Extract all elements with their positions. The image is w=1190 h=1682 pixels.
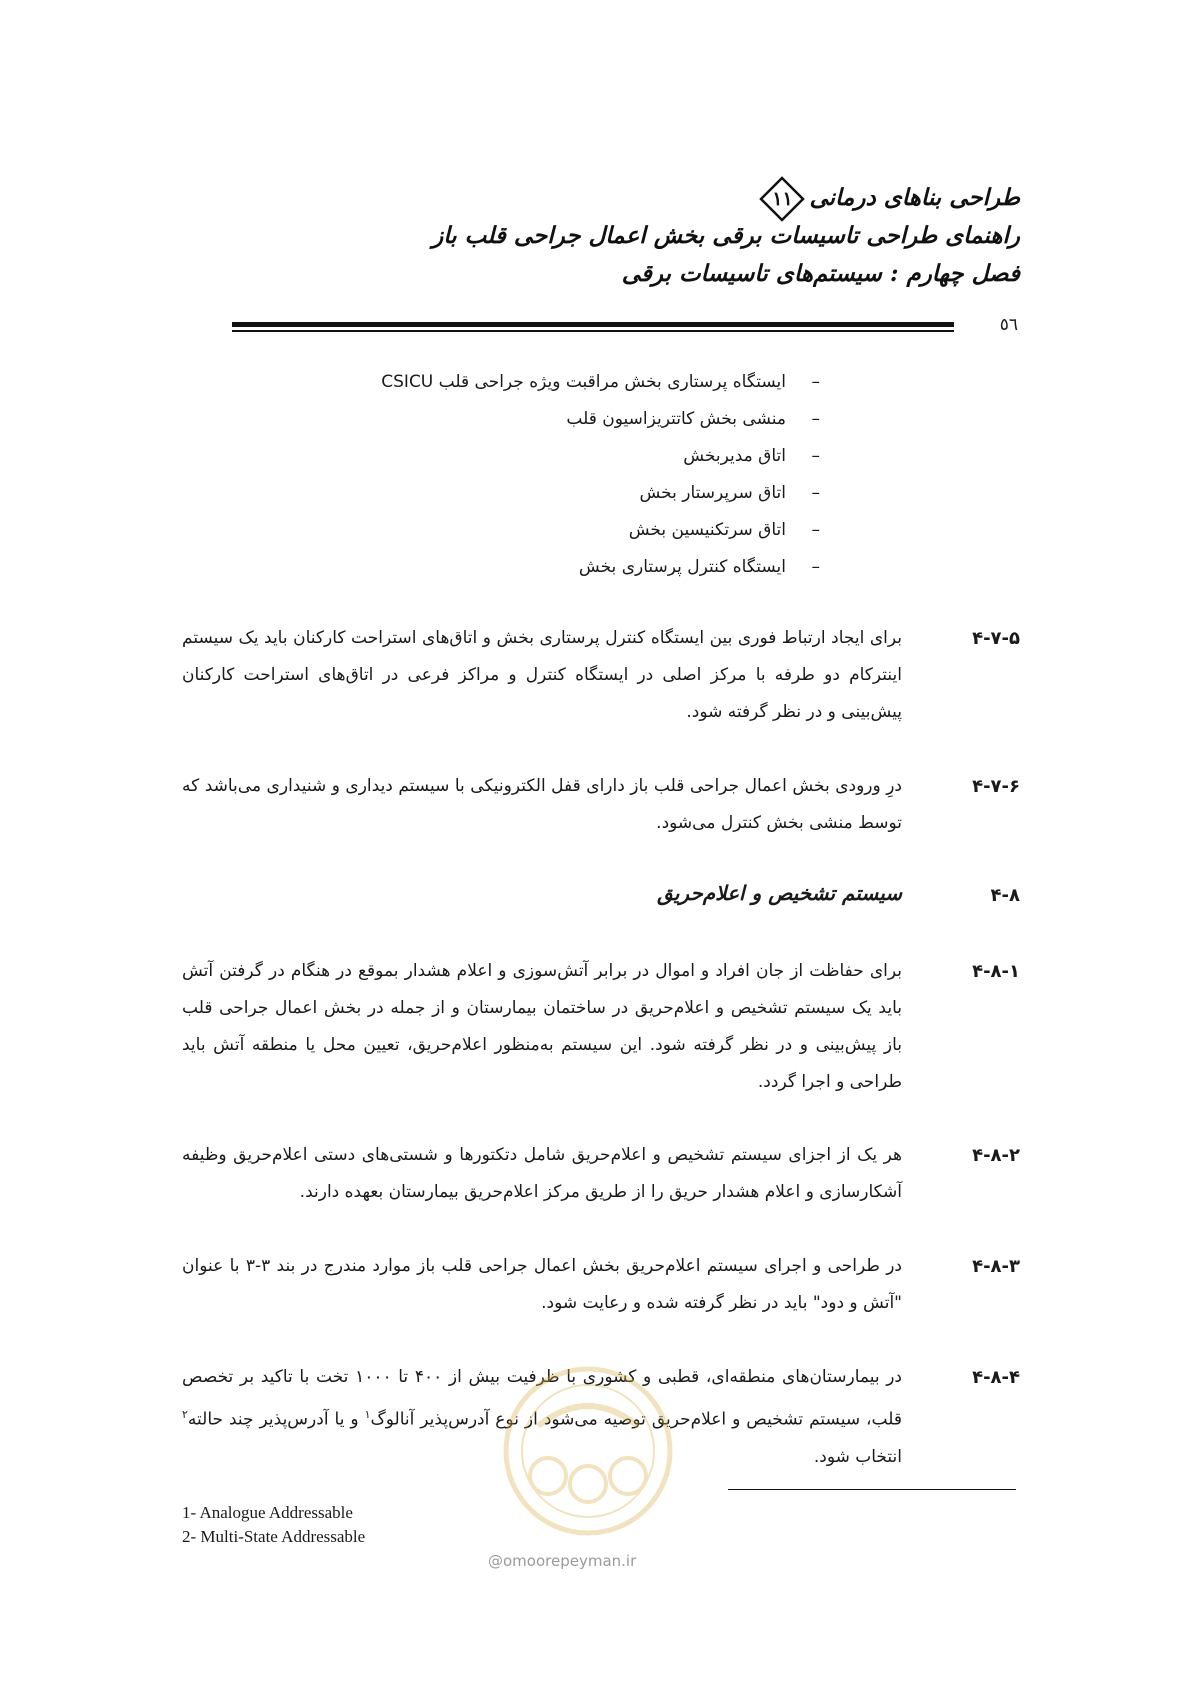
footnote-ref: ۲	[182, 1408, 188, 1421]
list-item	[566, 409, 820, 429]
list-item	[639, 483, 820, 503]
header-rule-thin	[232, 330, 954, 332]
bullet-mark: –	[811, 557, 820, 577]
page-number: ٥٦	[999, 315, 1018, 335]
list-item-text: اتاق مدیربخش	[683, 446, 786, 466]
list-item-text: منشی بخش کاتتریزاسیون قلب	[566, 409, 786, 429]
bullet-mark: –	[811, 372, 820, 392]
paragraph: هر یک از اجزای سیستم تشخیص و اعلام‌حریق شامل دتکتورها و شستی‌های دستی اعلام‌حریق وظیفه آشکارسازی و اعلام هشدار حریق را از طریق مرکز اعلام‌حریق بیمارستان بعهده دارند.	[182, 1145, 902, 1202]
bullet-mark: –	[811, 446, 820, 466]
section-heading: سیستم تشخیص و اعلام‌حریق	[657, 881, 902, 905]
footnote-rule	[728, 1489, 1016, 1490]
book-title-line	[755, 176, 1020, 222]
section-number: ۴-۸-۳	[972, 1256, 1020, 1277]
paragraph: در طراحی و اجرای سیستم اعلام‌حریق بخش اعمال جراحی قلب باز موارد مندرج در بند ۳-۳ با عنوان "آتش و دود" باید در نظر گرفته شده و رعایت شود.	[182, 1256, 903, 1313]
watermark-text: @omoorepeyman.ir	[488, 1552, 637, 1570]
paragraph-text: در بیمارستان‌های منطقه‌ای، قطبی و کشوری با ظرفیت بیش از ۴۰۰ تا ۱۰۰۰ تخت با تاکید بر تخصص قلب، سیستم تشخیص و اعلام‌حریق توصیه می‌شود از نوع آدرس‌پذیر آنالوگ	[182, 1367, 903, 1430]
list-item-text: ایستگاه کنترل پرستاری بخش	[578, 557, 786, 577]
list-item-text: اتاق سرتکنیسین بخش	[628, 520, 786, 540]
book-number: ۱۱	[772, 188, 793, 210]
list-item-text: اتاق سرپرستار بخش	[639, 483, 786, 503]
bullet-mark: –	[811, 409, 820, 429]
section-number: ۴-۸-۱	[972, 961, 1020, 982]
list-item	[579, 557, 820, 577]
footnote: 1- Analogue Addressable	[182, 1503, 353, 1522]
bullet-mark: –	[811, 483, 820, 503]
list-item	[629, 520, 820, 540]
paragraph: درِ ورودی بخش اعمال جراحی قلب باز دارای قفل الکترونیکی با سیستم دیداری و شنیداری می‌باشد که توسط منشی بخش کنترل می‌شود.	[182, 776, 902, 833]
book-title: طراحی بناهای درمانی	[809, 184, 1020, 211]
paragraph-text: و یا آدرس‌پذیر چند حالته	[187, 1409, 365, 1430]
list-item-text: ایستگاه پرستاری بخش مراقبت ویژه جراحی قلب CSICU	[381, 372, 786, 392]
chapter-title: فصل چهارم : سیستم‌های تاسیسات برقی	[621, 260, 1020, 287]
subtitle: راهنمای طراحی تاسیسات برقی بخش اعمال جراحی قلب باز	[432, 222, 1020, 249]
book-number-badge	[759, 176, 805, 222]
section-number: ۴-۸-۴	[972, 1367, 1020, 1388]
list-item	[381, 372, 820, 392]
header-rule-thick	[232, 322, 954, 327]
section-number: ۴-۸	[990, 885, 1020, 906]
paragraph-text: انتخاب شود.	[813, 1446, 902, 1467]
footnote-ref: ۱	[364, 1408, 371, 1421]
footnote: 2- Multi-State Addressable	[182, 1527, 366, 1546]
section-number: ۴-۷-۵	[972, 628, 1020, 649]
watermark-logo-icon	[478, 1356, 698, 1556]
paragraph: برای حفاظت از جان افراد و اموال در برابر آتش‌سوزی و اعلام هشدار بموقع در هنگام در گرفتن آتش باید یک سیستم تشخیص و اعلام‌حریق در ساختمان بیمارستان و از جمله در بخش اعمال جراحی قلب باز پیش‌بینی و در نظر گرفته شود. این سیستم به‌منظور اعلام‌حریق، تعیین محل یا منطقه آتش باید طراحی و اجرا گردد.	[182, 961, 902, 1092]
section-number: ۴-۷-۶	[972, 776, 1020, 797]
list-item	[683, 446, 820, 466]
bullet-mark: –	[811, 520, 820, 540]
section-number: ۴-۸-۲	[972, 1145, 1020, 1166]
paragraph: برای ایجاد ارتباط فوری بین ایستگاه کنترل پرستاری بخش و اتاق‌های استراحت کارکنان باید یک سیستم اینترکام دو طرفه با مرکز اصلی در ایستگاه کنترل و مراکز فرعی در اتاق‌های استراحت کارکنان پیش‌بینی و در نظر گرفته شود.	[182, 628, 902, 722]
